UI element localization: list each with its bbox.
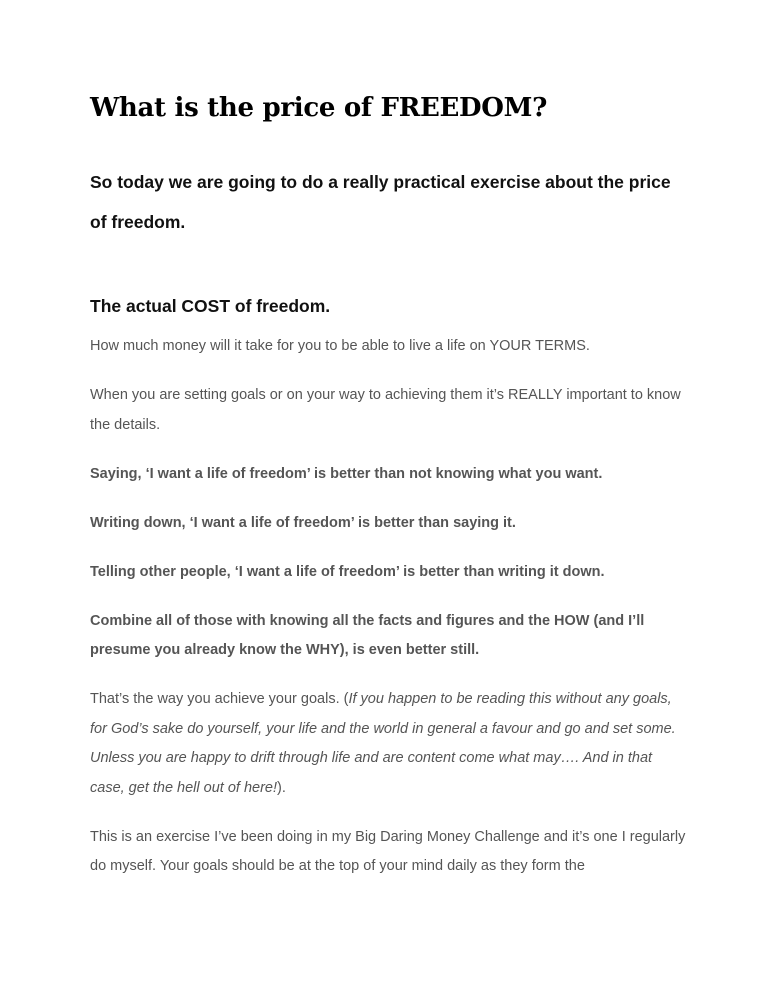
paragraph-7 xyxy=(90,685,688,803)
paragraph-5: Telling other people, ‘I want a life of freedom’ is better than writing it down. xyxy=(90,563,605,580)
paragraph-2: When you are setting goals or on your way to achieving them it’s REALLY important to know the details. xyxy=(90,387,681,433)
paragraph-8: This is an exercise I’ve been doing in my Big Daring Money Challenge and it’s one I regularly do myself. Your goals should be at the top of your mind daily as they form the xyxy=(90,828,686,874)
paragraph-7-end: ). xyxy=(277,779,286,796)
paragraph-3: Saying, ‘I want a life of freedom’ is better than not knowing what you want. xyxy=(90,465,603,482)
paragraph-7-start: That’s the way you achieve your goals. ( xyxy=(90,691,349,707)
paragraph-1: How much money will it take for you to be able to live a life on YOUR TERMS. xyxy=(90,338,590,354)
paragraph-4: Writing down, ‘I want a life of freedom’ is better than saying it. xyxy=(90,514,516,531)
paragraph-6: Combine all of those with knowing all the facts and figures and the HOW (and I’ll presume you already know the WHY), is even better still. xyxy=(90,612,645,658)
paragraph-7-italic: If you happen to be reading this without any goals, for God’s sake do yourself, your life and the world in general a favour and go and set some. Unless you are happy to drift through life and are content come what may…. And in that case, get the hell out of here! xyxy=(90,691,676,796)
document-title: What is the price of FREEDOM? xyxy=(90,93,548,123)
lead-paragraph: So today we are going to do a really practical exercise about the price of freedom. xyxy=(90,172,671,232)
section-heading: The actual COST of freedom. xyxy=(90,296,331,316)
